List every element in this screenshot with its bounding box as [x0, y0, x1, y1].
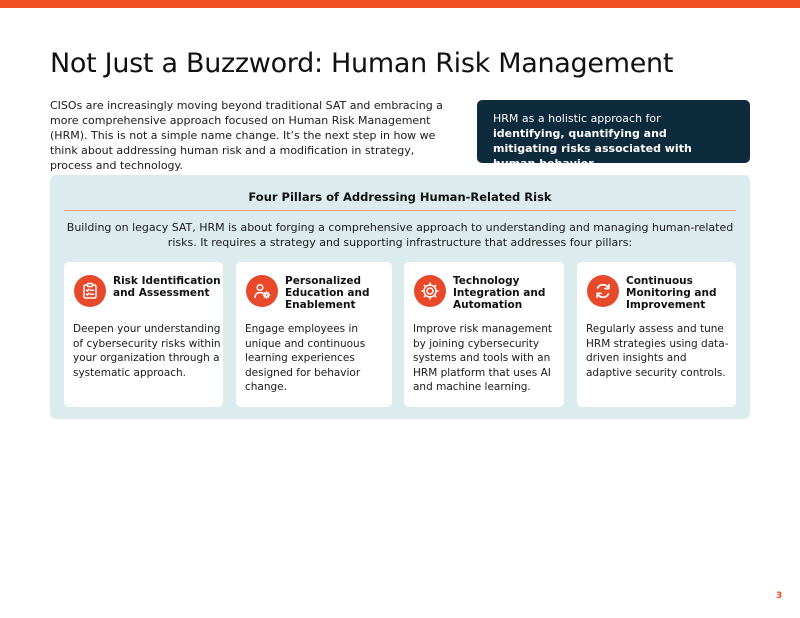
pillars-title: Four Pillars of Addressing Human-Related Risk: [248, 190, 552, 204]
top-accent-bar: [0, 0, 800, 8]
pillar-heading: Continuous Monitoring and Improvement: [626, 275, 717, 311]
pillar-body: Deepen your understanding of cybersecurity risks within your organization through a systematic approach.: [73, 323, 221, 379]
risk-clipboard-icon: [74, 275, 106, 307]
pillar-card-technology-integration: [404, 262, 564, 407]
four-pillars-panel: [50, 175, 750, 419]
pillar-card-risk-identification: [64, 262, 223, 407]
hrm-callout-box: [477, 100, 750, 170]
page-title: Not Just a Buzzword: Human Risk Management: [50, 48, 674, 79]
pillar-heading: Technology Integration and Automation: [453, 275, 546, 311]
page-number: 3: [776, 591, 783, 601]
pillar-body: Engage employees in unique and continuous learning experiences designed for behavior change.: [245, 323, 366, 393]
pillar-card-personalized-education: [236, 262, 392, 407]
pillar-heading: Personalized Education and Enablement: [285, 275, 370, 311]
refresh-cycle-icon: [587, 275, 619, 307]
intro-paragraph: CISOs are increasingly moving beyond traditional SAT and embracing a more comprehensive approach focused on Human Risk Management (HRM). This is not a simple name change. It’s the next step in how we think about addressing human risk and a modification in strategy, process and technology.: [50, 99, 443, 172]
pillar-body: Regularly assess and tune HRM strategies using data-driven insights and adaptive security controls.: [586, 323, 729, 379]
pillar-card-continuous-monitoring: [577, 262, 736, 407]
pillars-description: Building on legacy SAT, HRM is about forging a comprehensive approach to understanding and managing human-related risks. It requires a strategy and supporting infrastructure that addresses four pillars:: [66, 221, 734, 249]
pillar-body: Improve risk management by joining cybersecurity systems and tools with an HRM platform that uses AI and machine learning.: [413, 323, 552, 393]
callout-emphasis-text: identifying, quantifying and mitigating risks associated with human behavior.: [493, 127, 692, 170]
pillar-heading: Risk Identification and Assessment: [113, 275, 221, 299]
technology-gear-icon: [414, 275, 446, 307]
callout-lead-text: HRM as a holistic approach for: [493, 112, 661, 125]
pillars-divider: [64, 210, 736, 211]
person-gear-icon: [246, 275, 278, 307]
